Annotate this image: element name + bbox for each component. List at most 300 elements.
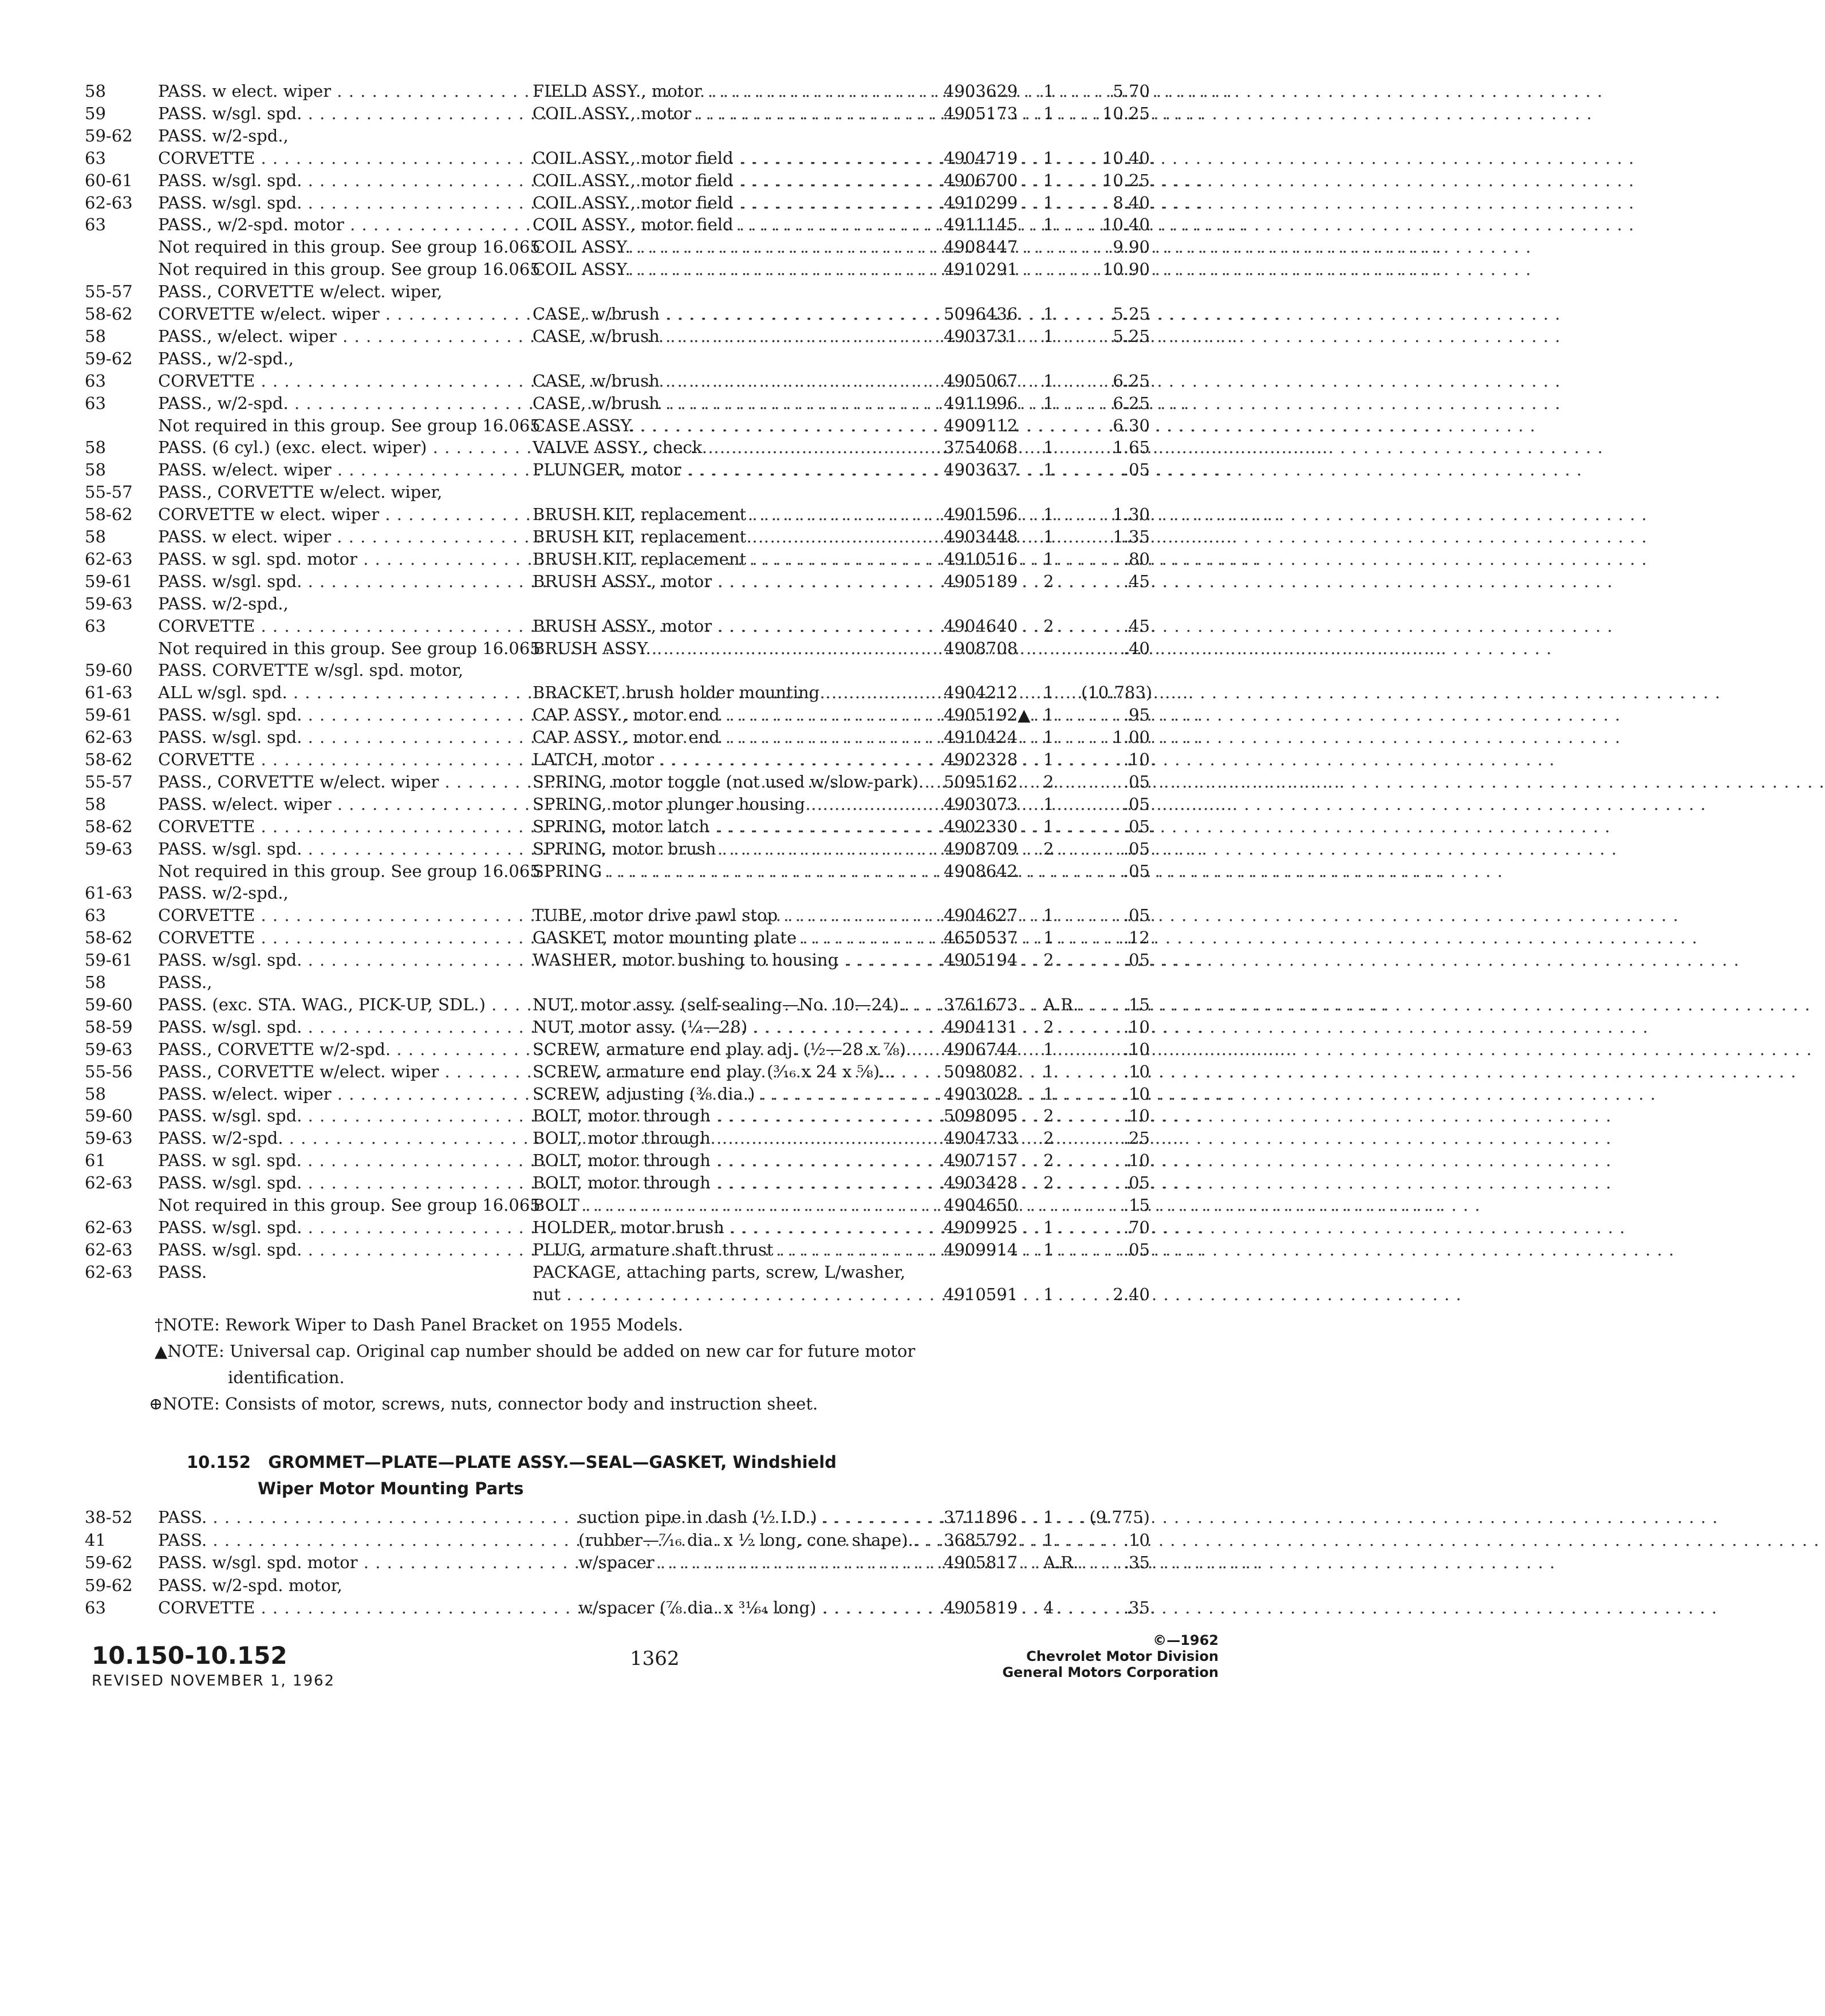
model-application: PASS., CORVETTE w/elect. wiper . . .	[158, 771, 502, 793]
model-application: PASS. w elect. wiper . . .	[158, 80, 502, 102]
price: .12	[1123, 928, 1150, 948]
model-application: Not required in this group. See group 16.065 . . .	[158, 415, 502, 436]
price: .10	[1123, 1061, 1150, 1081]
table-row	[0, 1239, 1448, 1261]
table-row	[0, 103, 1448, 124]
quantity: 1	[1043, 438, 1054, 458]
quantity	[1043, 1574, 1078, 1596]
table-row	[0, 481, 1448, 503]
model-years: 59-62	[85, 125, 133, 145]
price: 10.25	[1102, 170, 1150, 190]
price: 2.40	[1113, 1284, 1150, 1304]
model-application: PASS. w/sgl. spd. . . .	[158, 103, 502, 124]
model-years: 59-60	[85, 1106, 133, 1126]
table-row	[0, 1597, 1448, 1619]
table-row	[0, 949, 1448, 971]
table-row	[0, 615, 1448, 637]
part-description: SPRING, motor plunger housing . . .	[533, 793, 931, 815]
model-years: 58	[85, 460, 106, 480]
part-description: COIL ASSY., motor field . . .	[533, 147, 931, 169]
model-years: 55-57	[85, 282, 133, 302]
quantity: 2	[1043, 1017, 1054, 1037]
part-number: 4911145	[944, 215, 1018, 235]
price: .05	[1123, 794, 1150, 814]
section-heading	[187, 1449, 837, 1475]
model-application: Not required in this group. See group 16.065 . . .	[158, 860, 502, 882]
table-row	[0, 348, 1448, 369]
model-years: 63	[85, 905, 106, 926]
table-row	[0, 1016, 1448, 1038]
part-description: LATCH, motor . . .	[533, 749, 931, 770]
part-description: suction pipe in dash (½ I.D.) . . .	[578, 1506, 931, 1528]
model-years: 58-62	[85, 505, 133, 525]
part-description: CASE, w/brush . . .	[533, 370, 931, 392]
model-application: CORVETTE . . .	[158, 927, 502, 948]
quantity: 1	[1043, 393, 1054, 413]
part-number: 4905189	[944, 571, 1018, 591]
model-application: Not required in this group. See group 16.065 . . .	[158, 236, 502, 258]
part-description: COIL ASSY. . . .	[533, 258, 931, 280]
model-years: 62-63	[85, 1262, 133, 1282]
price: 1.65	[1113, 438, 1150, 458]
price: .10	[1123, 1151, 1150, 1171]
quantity: 1	[1043, 215, 1054, 235]
model-application: PASS. . . .	[158, 1506, 502, 1528]
part-description: BOLT . . .	[533, 1194, 931, 1216]
quantity	[1043, 258, 1078, 280]
model-years: 58-62	[85, 928, 133, 948]
part-number: 3754068	[944, 438, 1018, 458]
section-title: GROMMET—PLATE—PLATE ASSY.—SEAL—GASKET, Windshield	[268, 1452, 837, 1472]
part-number: 4904627	[944, 905, 1018, 926]
model-application: CORVETTE . . .	[158, 816, 502, 837]
part-description: VALVE ASSY., check . . .	[533, 436, 931, 458]
revised-date: REVISED NOVEMBER 1, 1962	[92, 1672, 336, 1690]
part-number: 4901596	[944, 505, 1018, 525]
model-years: 59-62	[85, 1575, 133, 1595]
model-application: PASS., w/2-spd.,	[158, 348, 294, 368]
part-description: COIL ASSY. . . .	[533, 236, 931, 258]
price: 10.25	[1102, 103, 1150, 123]
group-number: 10.150-10.152	[92, 1641, 287, 1670]
table-row	[0, 1105, 1448, 1127]
price: 6.25	[1113, 371, 1150, 391]
part-description: HOLDER, motor brush . . .	[533, 1216, 931, 1238]
part-description: COIL ASSY., motor field . . .	[533, 214, 931, 235]
table-row	[0, 704, 1448, 726]
table-row	[0, 659, 1448, 681]
price: 6.25	[1113, 393, 1150, 413]
part-number: 5098082	[944, 1061, 1018, 1081]
part-number	[944, 348, 1035, 369]
quantity	[1043, 971, 1078, 993]
part-description: PLUG, armature shaft thrust . . .	[533, 1239, 931, 1261]
part-description: WASHER, motor bushing to housing . . .	[533, 949, 931, 971]
model-application: CORVETTE . . .	[158, 147, 502, 169]
table-row	[0, 726, 1448, 748]
model-years: 61-63	[85, 683, 133, 703]
model-years: 60-61	[85, 170, 133, 190]
table-row	[0, 771, 1448, 793]
model-application: PASS. w/2-spd.,	[158, 125, 289, 145]
part-description: BOLT, motor through . . .	[533, 1149, 931, 1171]
table-row	[0, 682, 1448, 703]
quantity: 2	[1043, 950, 1054, 970]
table-row	[0, 1061, 1448, 1082]
part-number: 4902330	[944, 816, 1018, 836]
model-years: 62-63	[85, 192, 133, 212]
quantity	[1043, 236, 1078, 258]
part-number: 4908447	[944, 237, 1018, 257]
part-number: 4650537	[944, 928, 1018, 948]
model-application: CORVETTE . . .	[158, 749, 502, 770]
model-years: 61	[85, 1151, 106, 1171]
section-subtitle: Wiper Motor Mounting Parts	[258, 1479, 524, 1498]
price: .05	[1123, 1173, 1150, 1193]
table-row	[0, 904, 1448, 926]
price: 1.00	[1113, 727, 1150, 747]
quantity: 1	[1043, 170, 1054, 190]
part-description: CAP ASSY., motor end . . .	[533, 704, 931, 726]
model-application: PASS. w/2-spd. motor,	[158, 1575, 342, 1595]
quantity: 1	[1043, 1530, 1054, 1550]
table-row	[0, 392, 1448, 414]
table-row	[0, 436, 1448, 458]
price	[1081, 1574, 1150, 1596]
table-row	[0, 570, 1448, 592]
quantity: 1	[1043, 727, 1054, 747]
table-row	[0, 548, 1448, 570]
part-number: 4904650	[944, 1195, 1018, 1215]
note-rework: †NOTE: Rework Wiper to Dash Panel Bracket on 1955 Models.	[155, 1315, 683, 1334]
table-row	[0, 1574, 1448, 1596]
part-number: 4903731	[944, 326, 1018, 346]
quantity	[1043, 481, 1078, 503]
quantity: 1	[1043, 1239, 1054, 1259]
part-description: w/spacer (⅞ dia. x ³¹⁄₆₄ long) . . .	[578, 1597, 931, 1619]
quantity: 1	[1043, 750, 1054, 769]
price: .15	[1123, 994, 1150, 1014]
quantity: 1	[1043, 103, 1054, 123]
quantity	[1043, 281, 1078, 302]
price	[1081, 593, 1150, 615]
price: 10.90	[1102, 259, 1150, 279]
table-row	[0, 370, 1448, 392]
quantity	[1043, 882, 1078, 904]
part-number	[944, 281, 1035, 302]
quantity: 1	[1043, 304, 1054, 324]
price	[1081, 125, 1150, 147]
model-application: PASS. w/sgl. spd. . . .	[158, 170, 502, 191]
model-years: 58-59	[85, 1017, 133, 1037]
model-years: 55-57	[85, 482, 133, 502]
model-application: PASS. w/sgl. spd. . . .	[158, 1105, 502, 1127]
model-years: 62-63	[85, 1217, 133, 1237]
part-description: CASE, w/brush . . .	[533, 325, 931, 347]
quantity: 1	[1043, 81, 1054, 101]
quantity: 1	[1043, 371, 1054, 391]
part-description: SCREW, adjusting (⅜ dia.) . . .	[533, 1083, 931, 1105]
quantity: 2	[1043, 1106, 1054, 1126]
model-application: PASS. w/sgl. spd. . . .	[158, 1016, 502, 1038]
quantity: 2	[1043, 616, 1054, 636]
model-years: 59-60	[85, 660, 133, 680]
table-row	[0, 258, 1448, 280]
quantity: 2	[1043, 838, 1054, 859]
table-row	[0, 1083, 1448, 1105]
part-description: SPRING, motor latch . . .	[533, 816, 931, 837]
quantity: 1	[1043, 1507, 1054, 1527]
part-description	[533, 971, 931, 993]
model-application: CORVETTE . . .	[158, 904, 502, 926]
price: .05	[1123, 1239, 1150, 1259]
part-number: 4909112	[944, 415, 1018, 435]
price: .10	[1123, 1106, 1150, 1126]
model-years: 59-61	[85, 571, 133, 591]
model-application: PASS., w/elect. wiper . . .	[158, 325, 502, 347]
table-row	[0, 80, 1448, 102]
model-years: 63	[85, 148, 106, 168]
division: Chevrolet Motor Division	[1026, 1648, 1219, 1664]
quantity: 1	[1043, 460, 1054, 480]
part-number: 4903428	[944, 1173, 1018, 1193]
part-description: SCREW, armature end play (³⁄₁₆ x 24 x ⅝)... . . .	[533, 1061, 931, 1082]
part-description: SCREW, armature end play adj. (½—28 x ⅞). . . .	[533, 1038, 931, 1060]
price: .70	[1123, 1217, 1150, 1237]
model-application: Not required in this group. See group 16.065 . . .	[158, 258, 502, 280]
quantity: 1	[1043, 527, 1054, 546]
part-number: 3761673	[944, 994, 1018, 1014]
table-row	[0, 281, 1448, 302]
model-application: PASS. w/elect. wiper . . .	[158, 1083, 502, 1105]
model-application: CORVETTE w elect. wiper . . .	[158, 503, 502, 525]
part-description: BOLT, motor through . . .	[533, 1105, 931, 1127]
quantity: 2	[1043, 1128, 1054, 1148]
price	[1081, 348, 1150, 369]
model-application: PASS. w/2-spd.,	[158, 883, 289, 903]
part-number: 4903073	[944, 794, 1018, 814]
model-years: 59-62	[85, 348, 133, 368]
part-description: PACKAGE, attaching parts, screw, L/washer,	[533, 1262, 906, 1282]
part-description: COIL ASSY., motor field . . .	[533, 170, 931, 191]
table-row	[0, 637, 1448, 659]
price: 1.30	[1113, 505, 1150, 525]
table-row	[0, 1172, 1448, 1194]
model-years	[85, 637, 153, 659]
model-years: 63	[85, 616, 106, 636]
part-description: BOLT, motor through . . .	[533, 1172, 931, 1194]
price: .05	[1123, 460, 1150, 480]
table-row	[0, 147, 1448, 169]
model-application: PASS. w/elect. wiper . . .	[158, 459, 502, 481]
part-number	[944, 659, 1035, 681]
part-number: 4907157	[944, 1151, 1018, 1171]
table-row	[0, 994, 1448, 1015]
part-number: 4902328	[944, 750, 1018, 769]
part-description: COIL ASSY., motor field . . .	[533, 192, 931, 214]
model-application	[158, 1283, 502, 1305]
price: 5.70	[1113, 81, 1150, 101]
model-years	[85, 860, 153, 882]
table-row	[0, 838, 1448, 860]
table-row	[0, 1127, 1448, 1149]
table-row	[0, 1261, 1448, 1283]
price: .05	[1123, 950, 1150, 970]
table-row	[0, 1216, 1448, 1238]
note-universal-cap-cont: identification.	[228, 1368, 345, 1387]
table-row	[0, 1149, 1448, 1171]
part-number: 4908709	[944, 838, 1018, 859]
price: .35	[1123, 1598, 1150, 1617]
part-number	[944, 481, 1035, 503]
quantity: 4	[1043, 1598, 1054, 1617]
table-row	[0, 503, 1448, 525]
part-number	[944, 125, 1035, 147]
part-number: 4904640	[944, 616, 1018, 636]
part-number	[944, 1574, 1035, 1596]
table-row	[0, 214, 1448, 235]
quantity: 1	[1043, 1084, 1054, 1104]
part-number: 4910291	[944, 259, 1018, 279]
model-application: PASS., CORVETTE w/2-spd. . . .	[158, 1038, 502, 1060]
price: 6.30	[1113, 415, 1150, 435]
part-description: CASE, w/brush . . .	[533, 392, 931, 414]
model-years: 59-61	[85, 705, 133, 725]
part-number: 4903637	[944, 460, 1018, 480]
model-years: 62-63	[85, 549, 133, 569]
part-number	[944, 971, 1035, 993]
table-row	[0, 192, 1448, 214]
part-description: BRUSH ASSY., motor . . .	[533, 615, 931, 637]
quantity	[1043, 659, 1078, 681]
model-application: PASS. w/sgl. spd. . . .	[158, 838, 502, 860]
quantity	[1043, 593, 1078, 615]
table-row	[0, 1529, 1448, 1551]
part-description: CASE ASSY. . . .	[533, 415, 931, 436]
table-row	[0, 882, 1448, 904]
model-application: PASS.	[158, 1262, 207, 1282]
table-row	[0, 860, 1448, 882]
price: 1.35	[1113, 527, 1150, 546]
table-row	[0, 793, 1448, 815]
model-application: ALL w/sgl. spd. . . .	[158, 682, 502, 703]
part-number: 5095162	[944, 771, 1018, 792]
part-description: FIELD ASSY., motor . . .	[533, 80, 931, 102]
quantity: 2	[1043, 1151, 1054, 1171]
table-row	[0, 526, 1448, 548]
model-application: PASS. w/elect. wiper . . .	[158, 793, 502, 815]
quantity: 1	[1043, 905, 1054, 926]
part-description	[533, 281, 931, 302]
model-years	[85, 1283, 153, 1305]
model-years	[85, 236, 153, 258]
table-row	[0, 303, 1448, 325]
price	[1081, 659, 1150, 681]
model-application: PASS. w/sgl. spd. . . .	[158, 1239, 502, 1261]
price: .05	[1123, 861, 1150, 881]
quantity: 2	[1043, 771, 1054, 792]
model-application: CORVETTE . . .	[158, 1597, 502, 1619]
model-application: CORVETTE w/elect. wiper . . .	[158, 303, 502, 325]
model-application: PASS. w/sgl. spd. . . .	[158, 1216, 502, 1238]
model-years: 62-63	[85, 1239, 133, 1259]
quantity	[1043, 1194, 1078, 1216]
table-row	[0, 1283, 1448, 1305]
model-years: 58-62	[85, 750, 133, 769]
price	[1081, 882, 1150, 904]
model-application: PASS. (exc. STA. WAG., PICK-UP, SDL.) . . .	[158, 994, 502, 1015]
quantity: 1	[1043, 683, 1054, 703]
price: .05	[1123, 905, 1150, 926]
part-description: nut . . .	[533, 1283, 931, 1305]
table-row	[0, 1552, 1448, 1573]
model-years: 63	[85, 1598, 106, 1617]
part-description: TUBE, motor drive pawl stop . . .	[533, 904, 931, 926]
price: .95	[1123, 705, 1150, 725]
part-description: SPRING, motor toggle (not used w/slow-park). . . .	[533, 771, 931, 793]
model-application: PASS., CORVETTE w/elect. wiper,	[158, 282, 443, 302]
price: .05	[1123, 771, 1150, 792]
table-row	[0, 816, 1448, 837]
table-row	[0, 593, 1448, 615]
price: .10	[1123, 750, 1150, 769]
part-number: 4905173	[944, 103, 1018, 123]
part-number: 5098095	[944, 1106, 1018, 1126]
quantity: 1	[1043, 505, 1054, 525]
model-years: 59-63	[85, 593, 133, 613]
part-description: BRACKET, brush holder mounting . . .	[533, 682, 931, 703]
part-description: SPRING, motor brush . . .	[533, 838, 931, 860]
part-number: 4910591	[944, 1284, 1018, 1304]
model-years: 62-63	[85, 1173, 133, 1193]
price: .35	[1123, 1553, 1150, 1572]
part-number	[944, 593, 1035, 615]
price: .10	[1123, 1530, 1150, 1550]
quantity: 2	[1043, 1173, 1054, 1193]
model-application: PASS. w/sgl. spd. . . .	[158, 1172, 502, 1194]
quantity: 1	[1043, 816, 1054, 836]
part-description: CAP ASSY., motor end . . .	[533, 726, 931, 748]
part-description: BOLT, motor through . . .	[533, 1127, 931, 1149]
table-row	[0, 125, 1448, 147]
part-description: NUT, motor assy. (self-sealing—No. 10—24).. . . .	[533, 994, 931, 1015]
quantity	[1043, 860, 1078, 882]
model-application: PASS. w elect. wiper . . .	[158, 526, 502, 548]
quantity	[1043, 125, 1078, 147]
part-description: GASKET, motor mounting plate . . .	[533, 927, 931, 948]
quantity: 1	[1043, 326, 1054, 346]
price	[1081, 281, 1150, 302]
model-years: 38-52	[85, 1507, 133, 1527]
model-application: PASS. . . .	[158, 1529, 502, 1551]
quantity: 1	[1043, 549, 1054, 569]
publisher-block	[1002, 1632, 1219, 1680]
table-row	[0, 1194, 1448, 1216]
model-application: PASS. CORVETTE w/sgl. spd. motor,	[158, 660, 464, 680]
model-years	[85, 415, 153, 436]
model-years: 58	[85, 1084, 106, 1104]
part-description	[533, 659, 931, 681]
model-application: PASS. w/sgl. spd. . . .	[158, 949, 502, 971]
model-years: 63	[85, 393, 106, 413]
quantity	[1043, 1261, 1078, 1283]
quantity	[1043, 348, 1078, 369]
part-number: 4909914	[944, 1239, 1018, 1259]
price: .45	[1123, 616, 1150, 636]
model-application: PASS. (6 cyl.) (exc. elect. wiper) . . .	[158, 436, 502, 458]
part-number: 4906700	[944, 170, 1018, 190]
quantity: 1	[1043, 192, 1054, 212]
